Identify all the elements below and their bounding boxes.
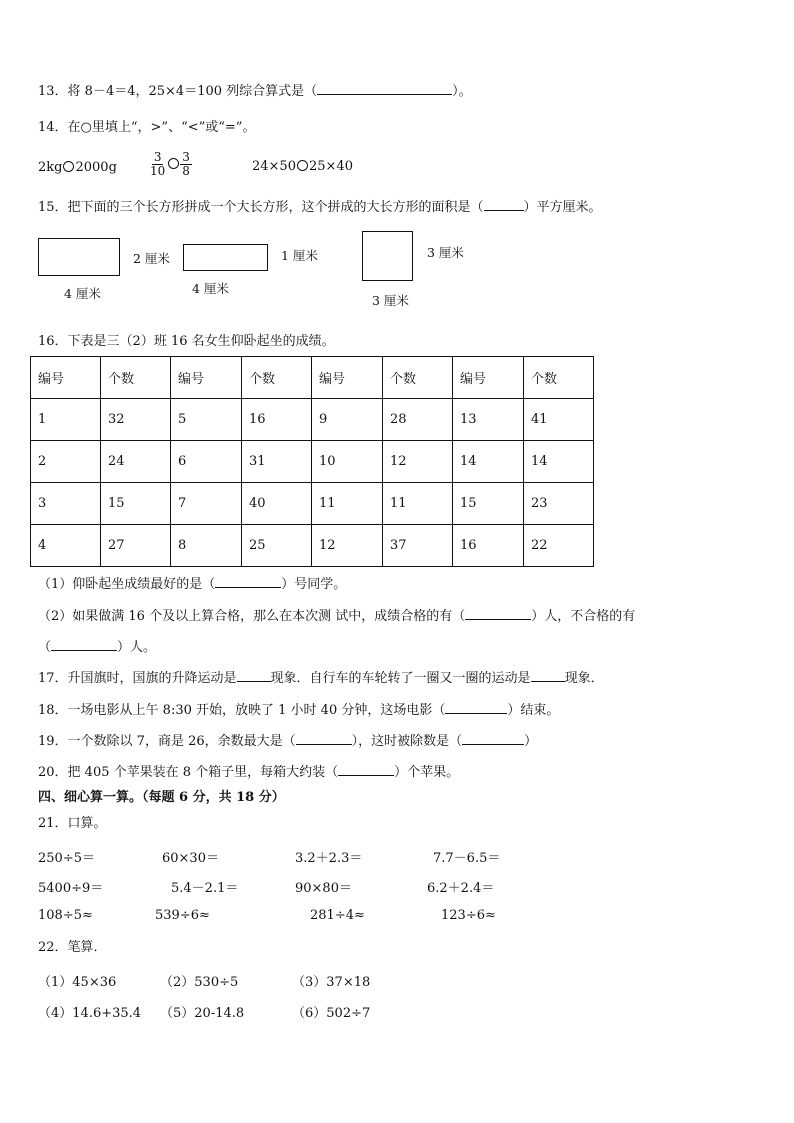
question-14-title: 14．在○里填上“，>”、“<”或“=”。 <box>38 120 256 135</box>
table-cell: 37 <box>383 525 453 567</box>
answer-blank[interactable] <box>317 82 452 95</box>
mental-calc-item: 6.2＋2.4＝ <box>427 881 495 896</box>
table-cell: 6 <box>171 441 242 483</box>
mental-calc-item: 60×30＝ <box>162 851 219 866</box>
table-cell: 10 <box>312 441 383 483</box>
answer-blank[interactable] <box>237 669 271 682</box>
square-3-bottom-label: 3 厘米 <box>372 293 409 308</box>
table-header-cell: 个数 <box>524 357 594 399</box>
table-header-cell: 个数 <box>242 357 312 399</box>
table-cell: 28 <box>383 399 453 441</box>
table-row <box>31 483 594 525</box>
table-header-cell: 个数 <box>383 357 453 399</box>
question-14-item-c: 24×50 25×40 <box>252 159 353 174</box>
answer-blank[interactable] <box>338 763 394 776</box>
table-cell: 4 <box>31 525 101 567</box>
mental-calc-item: 5400÷9＝ <box>38 881 104 896</box>
table-row <box>31 525 594 567</box>
mental-calc-item: 281÷4≈ <box>310 908 365 923</box>
written-calc-item: （6）502÷7 <box>292 1006 371 1021</box>
table-cell: 12 <box>312 525 383 567</box>
compare-circle[interactable] <box>168 158 179 169</box>
section-heading: 四、细心算一算。（每题 6 分，共 18 分） <box>38 790 285 805</box>
table-cell: 16 <box>242 399 312 441</box>
table-cell: 24 <box>101 441 171 483</box>
table-row <box>31 399 594 441</box>
square-3 <box>362 231 413 281</box>
question-13: 13．将 8－4＝4，25×4＝100 列综合算式是（ ）。 <box>38 84 472 99</box>
question-21-title: 21．口算。 <box>38 816 107 831</box>
rectangle-1-side-label: 2 厘米 <box>133 251 170 266</box>
question-20: 20．把 405 个苹果装在 8 个箱子里，每箱大约装（ ）个苹果。 <box>38 765 460 780</box>
fraction: $\frac{3}{8}$ <box>182 150 190 178</box>
table-cell: 5 <box>171 399 242 441</box>
compare-circle[interactable] <box>297 160 308 171</box>
answer-blank[interactable] <box>465 607 531 620</box>
table-cell: 15 <box>101 483 171 525</box>
table-cell: 31 <box>242 441 312 483</box>
question-16-part-2-cont: （ ）人。 <box>38 640 157 655</box>
question-16-part-1: （1）仰卧起坐成绩最好的是（ ）号同学。 <box>38 577 347 592</box>
table-cell: 8 <box>171 525 242 567</box>
mental-calc-item: 5.4－2.1＝ <box>171 881 239 896</box>
mental-calc-item: 7.7－6.5＝ <box>433 851 501 866</box>
answer-blank[interactable] <box>531 669 565 682</box>
answer-blank[interactable] <box>484 198 524 211</box>
table-cell: 2 <box>31 441 101 483</box>
table-cell: 27 <box>101 525 171 567</box>
table-cell: 16 <box>453 525 524 567</box>
table-row <box>31 441 594 483</box>
rectangle-2 <box>183 244 268 271</box>
table-cell: 15 <box>453 483 524 525</box>
fraction: $\frac{3}{10}$ <box>150 150 166 178</box>
answer-blank[interactable] <box>296 732 352 745</box>
written-calc-item: （1）45×36 <box>38 975 117 990</box>
table-cell: 23 <box>524 483 594 525</box>
question-14-item-b <box>148 151 192 178</box>
table-header-cell: 编号 <box>31 357 101 399</box>
answer-blank[interactable] <box>445 701 507 714</box>
question-15: 15．把下面的三个长方形拼成一个大长方形，这个拼成的大长方形的面积是（ ）平方厘米。 <box>38 200 602 215</box>
question-22-title: 22．笔算． <box>38 940 107 955</box>
table-cell: 32 <box>101 399 171 441</box>
table-cell: 14 <box>453 441 524 483</box>
question-19: 19．一个数除以 7，商是 26，余数最大是（ ），这时被除数是（ ） <box>38 734 538 749</box>
table-header-cell: 编号 <box>453 357 524 399</box>
written-calc-item: （5）20-14.8 <box>160 1006 245 1021</box>
rectangle-1-bottom-label: 4 厘米 <box>64 286 101 301</box>
table-cell: 7 <box>171 483 242 525</box>
mental-calc-item: 539÷6≈ <box>155 908 210 923</box>
written-calc-item: （4）14.6+35.4 <box>38 1006 142 1021</box>
table-cell: 25 <box>242 525 312 567</box>
mental-calc-item: 123÷6≈ <box>441 908 496 923</box>
written-calc-item: （2）530÷5 <box>160 975 239 990</box>
square-3-side-label: 3 厘米 <box>427 245 464 260</box>
table-cell: 12 <box>383 441 453 483</box>
table-cell: 9 <box>312 399 383 441</box>
table-cell: 40 <box>242 483 312 525</box>
table-header-row <box>31 357 594 399</box>
table-cell: 1 <box>31 399 101 441</box>
table-cell: 13 <box>453 399 524 441</box>
table-cell: 41 <box>524 399 594 441</box>
mental-calc-item: 3.2＋2.3＝ <box>295 851 363 866</box>
table-cell: 22 <box>524 525 594 567</box>
rectangle-1 <box>38 238 120 276</box>
answer-blank[interactable] <box>462 732 524 745</box>
question-18: 18．一场电影从上午 8:30 开始，放映了 1 小时 40 分钟，这场电影（ ）结束。 <box>38 703 560 718</box>
answer-blank[interactable] <box>51 638 117 651</box>
table-header-cell: 编号 <box>171 357 242 399</box>
table-cell: 14 <box>524 441 594 483</box>
answer-blank[interactable] <box>215 575 281 588</box>
table-header-cell: 编号 <box>312 357 383 399</box>
question-16-part-2: （2）如果做满 16 个及以上算合格，那么在本次测 试中，成绩合格的有（ ）人，不合格的有 <box>38 609 636 624</box>
mental-calc-item: 90×80＝ <box>295 881 352 896</box>
table-cell: 11 <box>383 483 453 525</box>
table-cell: 3 <box>31 483 101 525</box>
rectangle-2-side-label: 1 厘米 <box>281 248 318 263</box>
question-17: 17．升国旗时，国旗的升降运动是 现象．自行车的车轮转了一圈又一圈的运动是 现象． <box>38 671 604 686</box>
question-14-item-a: 2kg 2000g <box>38 160 117 175</box>
question-16-intro: 16．下表是三（2）班 16 名女生仰卧起坐的成绩。 <box>38 334 335 349</box>
table-cell: 11 <box>312 483 383 525</box>
table-header-cell: 个数 <box>101 357 171 399</box>
mental-calc-item: 108÷5≈ <box>38 908 93 923</box>
compare-circle[interactable] <box>63 161 74 172</box>
mental-calc-item: 250÷5＝ <box>38 851 95 866</box>
written-calc-item: （3）37×18 <box>292 975 371 990</box>
rectangle-2-bottom-label: 4 厘米 <box>192 281 229 296</box>
score-table <box>30 356 594 567</box>
